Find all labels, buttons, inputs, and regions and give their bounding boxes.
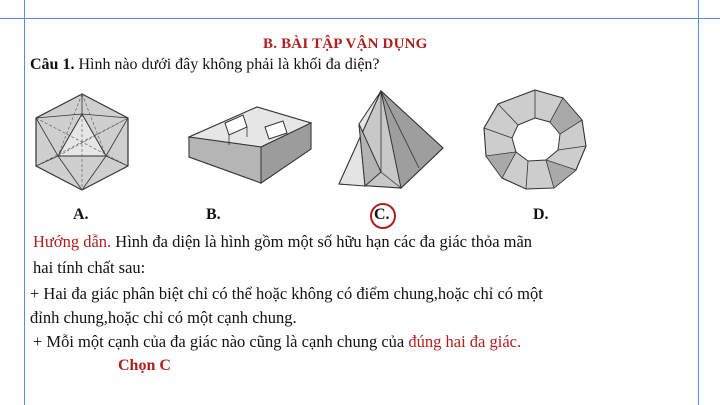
question [30,56,380,74]
guide-line-4: đỉnh chung,hoặc chỉ có một cạnh chung. [30,308,297,327]
figure-pyramid-solid [337,88,447,192]
guide-line-top [0,18,720,19]
figure-icosahedron [28,92,136,192]
section-title: B. BÀI TẬP VẬN DỤNG [263,36,428,52]
guide-line-2: hai tính chất sau: [33,258,146,277]
question-number: Câu 1. [30,56,75,73]
option-b[interactable]: B. [206,206,221,223]
answer: Chọn C [118,357,171,374]
guide-line-1 [33,232,532,252]
guide-line-left [24,0,25,405]
guide-label: Hướng dẫn. [33,232,112,251]
guide-text-1: Hình đa diện là hình gồm một số hữu hạn các đa giác thỏa mãn [111,232,533,251]
question-text: Hình nào dưới đây không phải là khối đa diện? [74,56,380,73]
guide-line-right [698,0,699,405]
guide-highlight: đúng hai đa giác. [408,332,522,351]
figure-notched-block [185,97,315,191]
guide-text-5: + Mỗi một cạnh của đa giác nào cũng là cạnh chung của [33,332,409,351]
figure-ring-polyhedron [480,88,590,192]
guide-line-5 [33,332,521,352]
guide-line-3: + Hai đa giác phân biệt chỉ có thể hoặc không có điểm chung,hoặc chỉ có một [30,284,543,303]
option-c[interactable]: C. [374,206,390,223]
option-d[interactable]: D. [533,206,549,223]
option-a[interactable]: A. [73,206,89,223]
